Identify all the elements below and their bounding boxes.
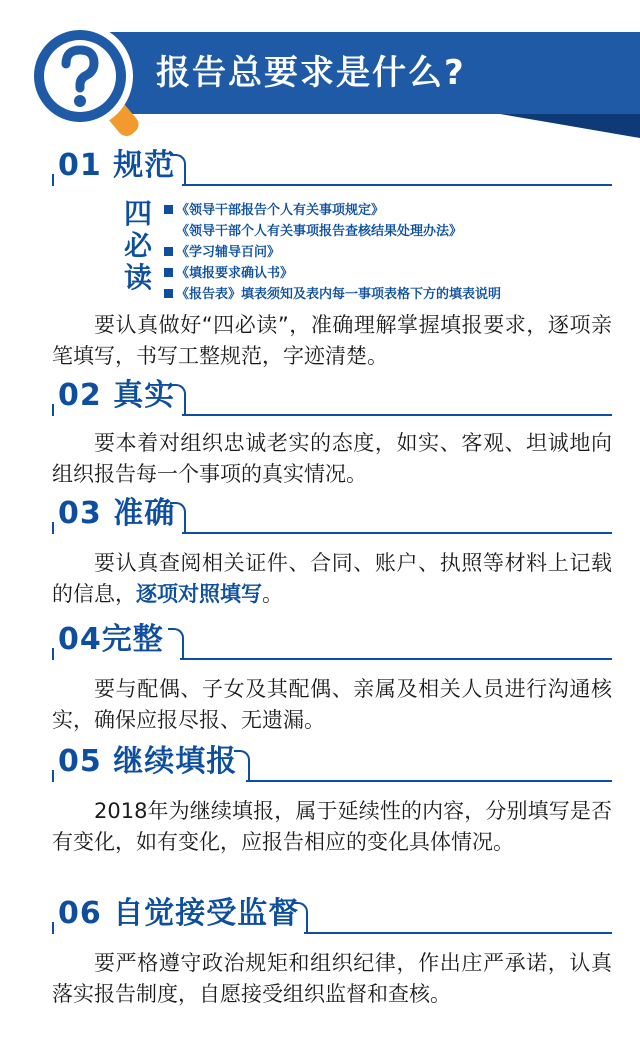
heading-hook [52, 174, 54, 186]
section-heading-01 [52, 148, 612, 188]
heading-rule [182, 414, 612, 416]
square-bullet-icon [164, 268, 173, 277]
heading-hook [52, 770, 54, 782]
heading-rule [304, 932, 612, 934]
section-body-06: 要严格遵守政治规矩和组织纪律，作出庄严承诺，认真落实报告制度，自愿接受组织监督和查核。 [52, 951, 612, 1006]
section-heading-label: 01 规范 [58, 148, 176, 183]
heading-rule [246, 780, 612, 782]
section-heading-05 [52, 744, 612, 784]
heading-hook [52, 648, 54, 660]
four-must-read-list [164, 200, 594, 305]
section-body-01: 要认真做好“四必读”，准确理解掌握填报要求，逐项亲笔填写，书写工整规范，字迹清楚。 [52, 313, 612, 368]
section-body-04: 要与配偶、子女及其配偶、亲属及相关人员进行沟通核实，确保应报尽报、无遗漏。 [52, 677, 612, 732]
section-heading-label: 02 真实 [58, 378, 176, 413]
section-heading-label: 06 自觉接受监督 [58, 896, 300, 931]
square-bullet-icon [164, 289, 173, 298]
heading-rule [180, 658, 612, 660]
section-heading-label: 03 准确 [58, 496, 176, 531]
heading-bracket [168, 628, 184, 658]
section-heading-label: 04完整 [58, 622, 164, 657]
page-title: 报告总要求是什么? [156, 53, 466, 93]
heading-rule [182, 184, 612, 186]
question-magnifier-icon [20, 18, 150, 138]
heading-hook [52, 404, 54, 416]
highlight-text: 逐项对照填写 [136, 582, 262, 606]
section-heading-04 [52, 622, 612, 662]
section-body-03: 要认真查阅相关证件、合同、账户、执照等材料上记载的信息，逐项对照填写。 [52, 551, 612, 606]
four-must-read [118, 198, 588, 304]
heading-bracket [170, 154, 186, 184]
list-item: 《报告表》填表须知及表内每一事项表格下方的填表说明 [164, 284, 594, 305]
section-heading-03 [52, 496, 612, 536]
section-heading-06 [52, 896, 612, 936]
heading-bracket [170, 384, 186, 414]
heading-bracket [170, 502, 186, 532]
section-body-02: 要本着对组织忠诚老实的态度，如实、客观、坦诚地向组织报告每一个事项的真实情况。 [52, 431, 612, 486]
four-must-read-label: 四 必 读 [123, 197, 152, 294]
square-bullet-icon [164, 205, 173, 214]
header-banner-shadow [500, 114, 640, 138]
heading-bracket [292, 902, 308, 932]
list-item: 《领导干部报告个人有关事项规定》 [164, 200, 594, 221]
list-item: 《填报要求确认书》 [164, 263, 594, 284]
heading-rule [182, 532, 612, 534]
list-item: 《学习辅导百问》 [164, 242, 594, 263]
list-item: 《领导干部个人有关事项报告查核结果处理办法》 [176, 224, 463, 239]
square-bullet-icon [164, 247, 173, 256]
heading-bracket [234, 750, 250, 780]
heading-hook [52, 922, 54, 934]
section-heading-label: 05 继续填报 [58, 744, 238, 779]
section-body-05: 2018年为继续填报，属于延续性的内容，分别填写是否有变化，如有变化，应报告相应的变化具体情况。 [52, 799, 612, 854]
heading-hook [52, 522, 54, 534]
section-heading-02 [52, 378, 612, 418]
